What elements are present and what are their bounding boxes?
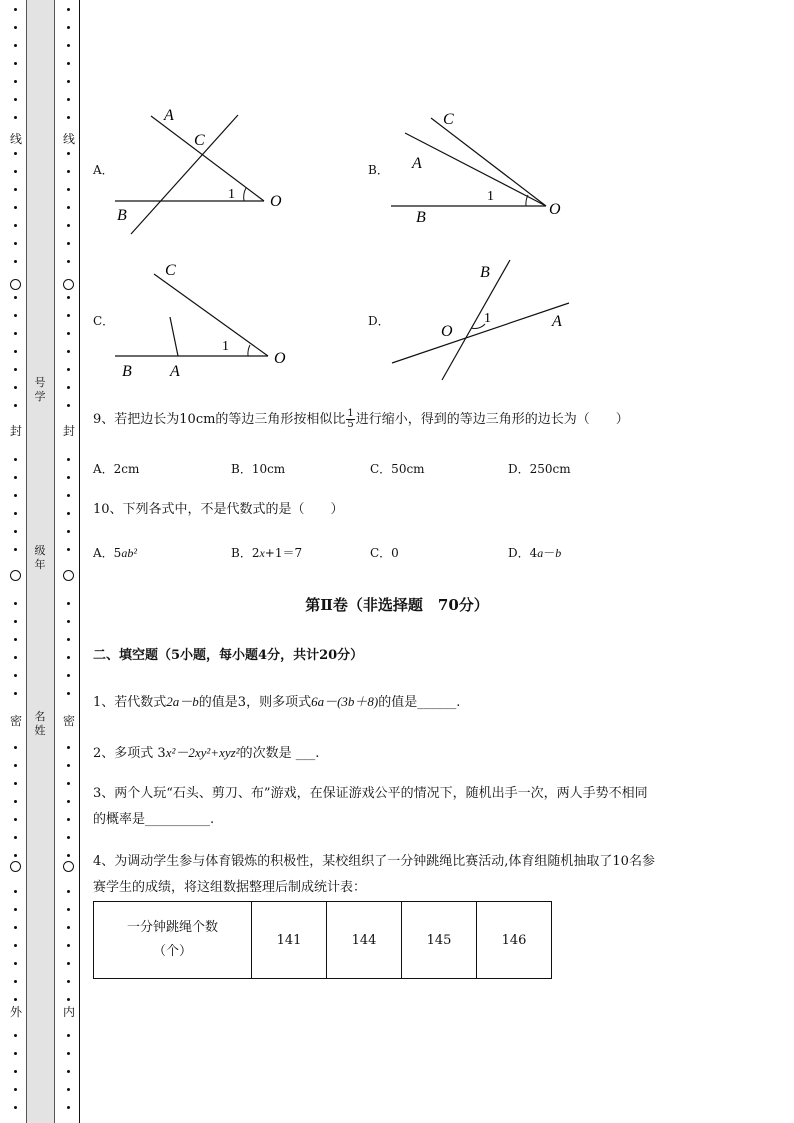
seal-dot: [14, 116, 17, 119]
seal-char: 密: [9, 714, 22, 728]
seal-dot: [67, 530, 70, 533]
seal-dot: [14, 674, 17, 677]
q10-option-d: D．4a－b: [508, 546, 562, 560]
seal-dot: [14, 1088, 17, 1091]
fill-question-4-line-1: 4、为调动学生参与体育锻炼的积极性，某校组织了一分钟跳绳比赛活动,体育组随机抽取了10名参: [93, 854, 655, 869]
seal-dot: [14, 782, 17, 785]
seal-dot: [67, 152, 70, 155]
seal-char: 密: [62, 714, 75, 728]
point-label: O: [441, 323, 453, 340]
seal-dot: [14, 908, 17, 911]
seal-dot: [67, 1034, 70, 1037]
seal-char: 内: [62, 1005, 75, 1019]
seal-dot: [14, 296, 17, 299]
seal-dot: [14, 368, 17, 371]
seal-dot: [67, 674, 70, 677]
seal-dot: [67, 854, 70, 857]
figure-a-label: A．: [93, 163, 114, 177]
table-cell: 144: [327, 902, 402, 979]
seal-dot: [14, 944, 17, 947]
seal-dot: [14, 620, 17, 623]
seal-dot: [14, 998, 17, 1001]
point-label: A: [552, 313, 562, 330]
seal-dot: [14, 512, 17, 515]
seal-dot: [67, 926, 70, 929]
table-row: [94, 902, 552, 979]
seal-dot: [14, 44, 17, 47]
student-number-label: 号学: [34, 376, 46, 403]
seal-dot: [14, 242, 17, 245]
q9-option-a: A．2cm: [93, 462, 140, 476]
margin-rule: [79, 0, 80, 1123]
seal-dot: [14, 980, 17, 983]
seal-dot: [14, 926, 17, 929]
seal-dot: [67, 638, 70, 641]
seal-dot: [67, 1070, 70, 1073]
seal-dot: [67, 818, 70, 821]
seal-dot: [67, 80, 70, 83]
seal-dot: [14, 314, 17, 317]
seal-circle-icon: [63, 279, 74, 290]
seal-circle-icon: [10, 861, 21, 872]
seal-circle-icon: [63, 861, 74, 872]
angle-label: 1: [487, 189, 494, 204]
name-label: 名姓: [34, 710, 46, 737]
seal-dot: [14, 800, 17, 803]
seal-dot: [14, 1070, 17, 1073]
seal-dot: [67, 620, 70, 623]
seal-dot: [67, 548, 70, 551]
seal-dot: [14, 26, 17, 29]
seal-dot: [14, 332, 17, 335]
seal-dot: [14, 764, 17, 767]
seal-dot: [14, 746, 17, 749]
seal-dot: [14, 656, 17, 659]
point-label: C: [194, 132, 205, 149]
jump-rope-stats-table: [93, 901, 552, 979]
seal-circle-icon: [10, 570, 21, 581]
fill-question-2: 2、多项式 3x²－2xy²+xyz²的次数是 ___.: [93, 745, 320, 761]
fill-question-3-line-2: 的概率是__________.: [93, 812, 215, 827]
table-cell: 141: [252, 902, 327, 979]
seal-dot: [67, 26, 70, 29]
seal-dot: [67, 656, 70, 659]
seal-dot: [14, 530, 17, 533]
figure-c-label: C．: [93, 314, 115, 328]
seal-dot: [67, 404, 70, 407]
seal-dot: [67, 746, 70, 749]
q9-option-d: D．250cm: [508, 462, 571, 476]
seal-dot: [67, 962, 70, 965]
seal-dot: [14, 494, 17, 497]
point-label: C: [443, 111, 454, 128]
seal-dot: [67, 332, 70, 335]
seal-dot: [14, 890, 17, 893]
seal-line-inner: [59, 0, 79, 1123]
point-label: C: [165, 262, 176, 279]
seal-dot: [67, 170, 70, 173]
point-label: O: [274, 350, 286, 367]
seal-dot: [14, 170, 17, 173]
seal-dot: [67, 800, 70, 803]
seal-dot: [14, 548, 17, 551]
seal-dot: [14, 1106, 17, 1109]
fill-question-4-line-2: 赛学生的成绩，将这组数据整理后制成统计表：: [93, 880, 367, 895]
angle-label: 1: [222, 339, 229, 354]
seal-dot: [14, 404, 17, 407]
fill-question-3-line-1: 3、两个人玩“石头、剪刀、布”游戏，在保证游戏公平的情况下，随机出手一次，两人手势不相同: [93, 786, 648, 801]
figure-c: [110, 255, 290, 380]
figure-d: [388, 255, 578, 385]
seal-dot: [67, 890, 70, 893]
point-label: O: [270, 193, 282, 210]
table-cell: 145: [402, 902, 477, 979]
seal-char: 封: [9, 424, 22, 438]
seal-dot: [14, 98, 17, 101]
point-label: O: [549, 201, 561, 218]
q10-option-b: B．2x+1＝7: [231, 546, 303, 560]
seal-dot: [67, 206, 70, 209]
seal-dot: [67, 386, 70, 389]
q10-option-a: A．5ab²: [93, 546, 137, 560]
q9-option-b: B．10cm: [231, 462, 286, 476]
question-9-text: 9、若把边长为10cm的等边三角形按相似比: [93, 412, 346, 427]
table-cell: 146: [477, 902, 552, 979]
seal-dot: [14, 962, 17, 965]
seal-dot: [67, 782, 70, 785]
point-label: B: [117, 207, 127, 224]
seal-dot: [67, 116, 70, 119]
seal-char: 线: [62, 132, 75, 146]
seal-dot: [67, 692, 70, 695]
seal-dot: [67, 944, 70, 947]
seal-dot: [67, 62, 70, 65]
seal-dot: [67, 1088, 70, 1091]
angle-label: 1: [228, 187, 235, 202]
figure-b: [388, 100, 573, 230]
seal-dot: [67, 242, 70, 245]
seal-dot: [67, 188, 70, 191]
angle-label: 1: [484, 311, 491, 326]
seal-dot: [67, 836, 70, 839]
seal-circle-icon: [10, 279, 21, 290]
seal-dot: [14, 152, 17, 155]
seal-line-outer: [6, 0, 26, 1123]
seal-dot: [67, 368, 70, 371]
seal-dot: [14, 692, 17, 695]
seal-dot: [14, 350, 17, 353]
part-2-title: 第Ⅱ卷（非选择题 70分）: [305, 596, 489, 614]
seal-dot: [67, 512, 70, 515]
seal-dot: [67, 296, 70, 299]
point-label: A: [412, 155, 422, 172]
seal-dot: [67, 1052, 70, 1055]
seal-dot: [67, 260, 70, 263]
figure-d-label: D．: [368, 314, 390, 328]
table-header-cell: 一分钟跳绳个数 （个）: [94, 902, 252, 979]
seal-dot: [67, 98, 70, 101]
seal-dot: [14, 854, 17, 857]
seal-dot: [67, 764, 70, 767]
seal-dot: [67, 350, 70, 353]
seal-dot: [67, 224, 70, 227]
seal-dot: [67, 458, 70, 461]
seal-dot: [67, 44, 70, 47]
point-label: A: [170, 363, 180, 380]
q9-option-c: C．50cm: [370, 462, 425, 476]
point-label: B: [416, 209, 426, 226]
point-label: B: [122, 363, 132, 380]
q10-option-c: C．0: [370, 546, 399, 560]
seal-dot: [14, 8, 17, 11]
seal-dot: [14, 188, 17, 191]
seal-dot: [67, 8, 70, 11]
fill-question-1: 1、若代数式2a－b的值是3，则多项式6a－(3b＋8)的值是______.: [93, 694, 461, 710]
seal-dot: [14, 62, 17, 65]
question-10: 10、下列各式中，不是代数式的是（ ）: [93, 502, 344, 517]
grade-label: 级年: [34, 544, 46, 571]
seal-char: 线: [9, 132, 22, 146]
seal-dot: [14, 206, 17, 209]
seal-dot: [67, 494, 70, 497]
seal-circle-icon: [63, 570, 74, 581]
seal-dot: [14, 818, 17, 821]
seal-dot: [67, 314, 70, 317]
seal-dot: [14, 260, 17, 263]
seal-dot: [14, 386, 17, 389]
seal-char: 外: [9, 1005, 22, 1019]
seal-dot: [67, 476, 70, 479]
seal-dot: [14, 836, 17, 839]
ratio-fraction: $\frac{1}{5}$: [347, 408, 354, 430]
seal-dot: [14, 80, 17, 83]
point-label: A: [164, 107, 174, 124]
seal-dot: [67, 980, 70, 983]
seal-dot: [14, 476, 17, 479]
question-9: [93, 409, 629, 430]
figure-b-label: B．: [368, 163, 389, 177]
seal-dot: [14, 224, 17, 227]
seal-char: 封: [62, 424, 75, 438]
seal-dot: [14, 638, 17, 641]
section-2-title: 二、填空题（5小题，每小题4分，共计20分）: [93, 648, 364, 663]
seal-dot: [14, 458, 17, 461]
point-label: B: [480, 264, 490, 281]
figure-a: [110, 100, 285, 240]
seal-dot: [67, 908, 70, 911]
seal-dot: [14, 1034, 17, 1037]
question-9-text-end: 进行缩小，得到的等边三角形的边长为（ ）: [355, 412, 629, 427]
seal-dot: [67, 1106, 70, 1109]
seal-dot: [67, 998, 70, 1001]
seal-dot: [14, 1052, 17, 1055]
